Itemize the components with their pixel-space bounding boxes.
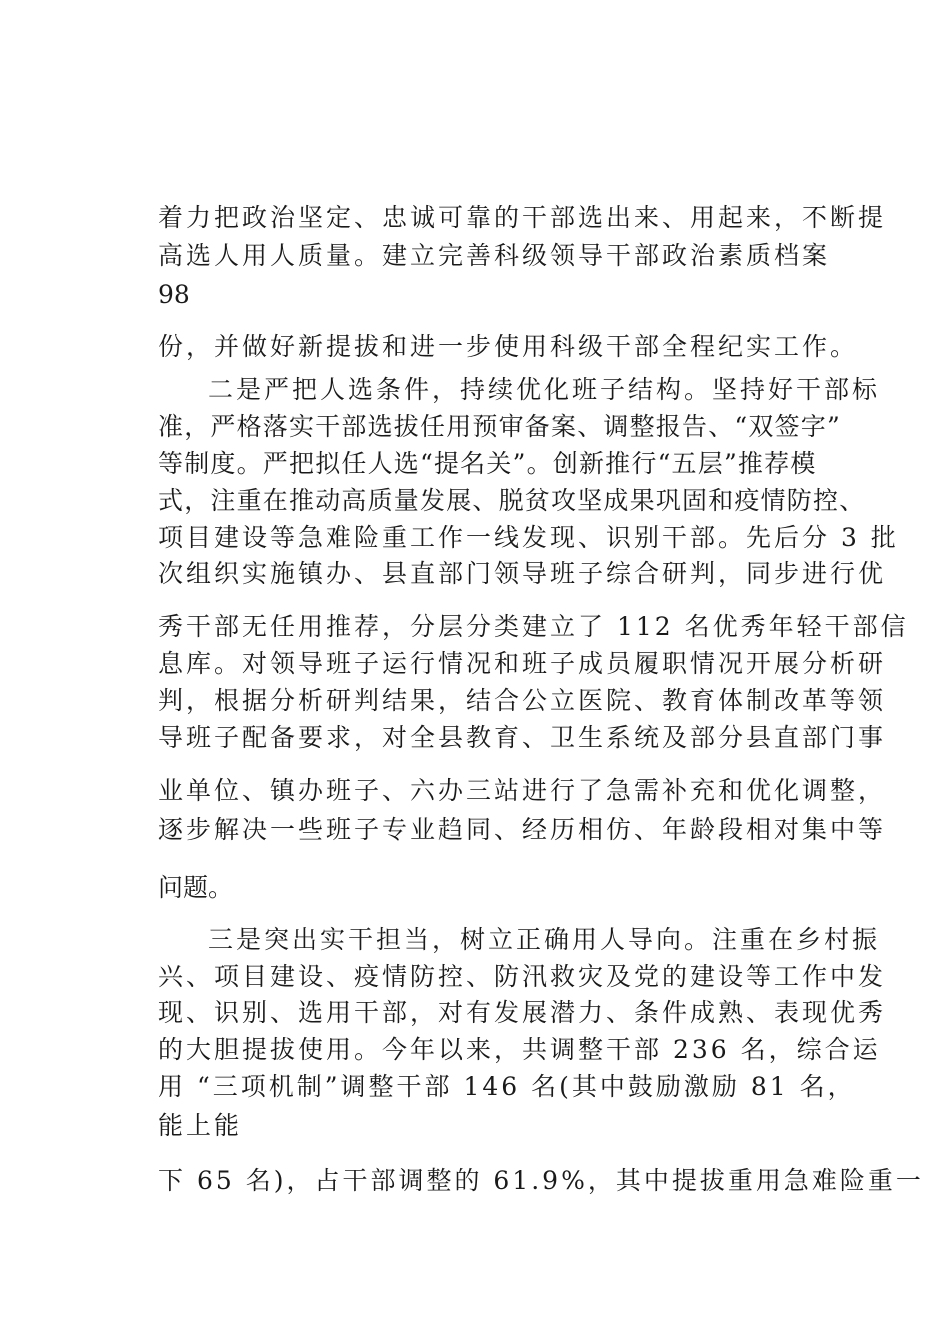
paragraph-start-line: 二是严把人选条件，持续优化班子结构。坚持好干部标 bbox=[208, 375, 881, 404]
text-line: 判，根据分析研判结果，结合公立医院、教育体制改革等领 bbox=[158, 686, 887, 715]
paragraph-start-line: 三是突出实干担当，树立正确用人导向。注重在乡村振 bbox=[208, 925, 881, 954]
text-line: 式，注重在推动高质量发展、脱贫攻坚成果巩固和疫情防控、 bbox=[158, 486, 866, 515]
text-line: 等制度。严把拟任人选“提名关”。创新推行“五层”推荐模 bbox=[158, 449, 817, 478]
text-line: 准，严格落实干部选拔任用预审备案、调整报告、“双签字” bbox=[158, 412, 841, 441]
text-line: 业单位、镇办班子、六办三站进行了急需补充和优化调整， bbox=[158, 776, 887, 805]
text-line: 息库。对领导班子运行情况和班子成员履职情况开展分析研 bbox=[158, 649, 887, 678]
text-line: 兴、项目建设、疫情防控、防汛救灾及党的建设等工作中发 bbox=[158, 962, 887, 991]
text-line: 高选人用人质量。建立完善科级领导干部政治素质档案 bbox=[158, 241, 831, 270]
text-line: 问题。 bbox=[158, 873, 234, 902]
text-line: 的大胆提拔使用。今年以来，共调整干部 236 名，综合运 bbox=[158, 1035, 881, 1064]
text-line: 现、识别、选用干部，对有发展潜力、条件成熟、表现优秀 bbox=[158, 998, 887, 1027]
text-line: 98 bbox=[158, 280, 190, 309]
text-line: 用 “三项机制”调整干部 146 名(其中鼓励激励 81 名， bbox=[158, 1072, 856, 1101]
text-line: 次组织实施镇办、县直部门领导班子综合研判，同步进行优 bbox=[158, 559, 887, 588]
text-line: 秀干部无任用推荐，分层分类建立了 112 名优秀年轻干部信 bbox=[158, 612, 909, 641]
text-line: 能上能 bbox=[158, 1111, 243, 1140]
text-line: 项目建设等急难险重工作一线发现、识别干部。先后分 3 批 bbox=[158, 523, 899, 552]
text-line: 导班子配备要求，对全县教育、卫生系统及部分县直部门事 bbox=[158, 723, 887, 752]
text-line: 份，并做好新提拔和进一步使用科级干部全程纪实工作。 bbox=[158, 332, 859, 361]
text-line: 着力把政治坚定、忠诚可靠的干部选出来、用起来，不断提 bbox=[158, 203, 887, 232]
text-line: 下 65 名)，占干部调整的 61.9%，其中提拔重用急难险重一 bbox=[158, 1166, 924, 1195]
text-line: 逐步解决一些班子专业趋同、经历相仿、年龄段相对集中等 bbox=[158, 815, 887, 844]
